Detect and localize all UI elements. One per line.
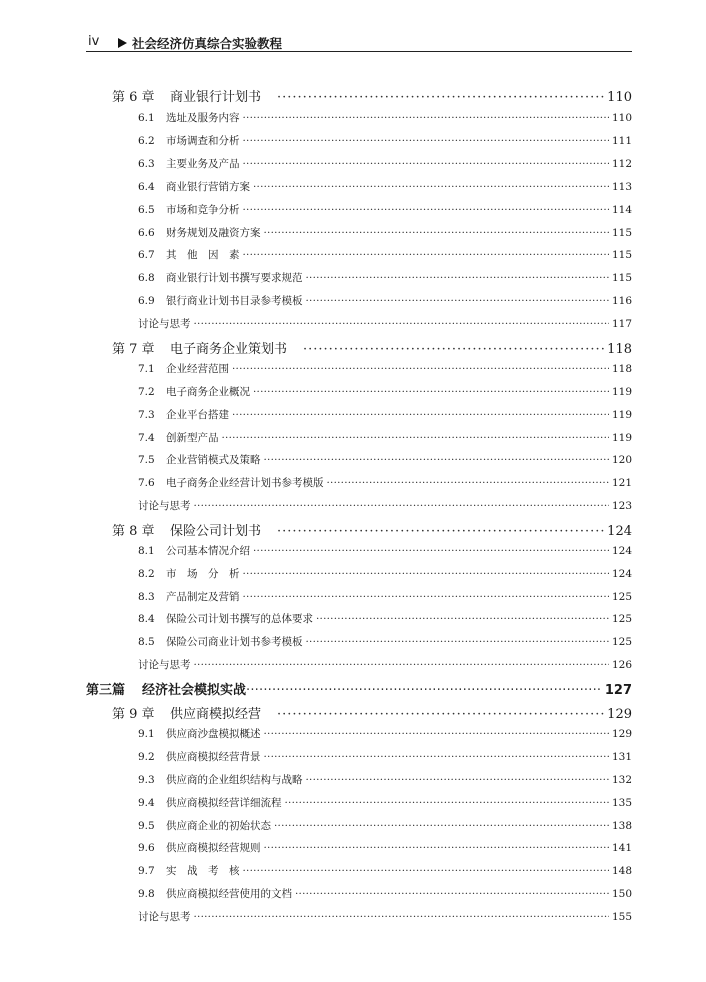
page-number: 113 (611, 181, 632, 193)
chapter-label: 第 8 章 (112, 524, 155, 539)
page-number: 155 (611, 911, 632, 923)
toc-entry-8-1[interactable] (138, 543, 632, 558)
section-number: 7.4 (138, 432, 155, 444)
toc-entry-9-6[interactable] (138, 840, 632, 855)
dot-leader (243, 591, 609, 603)
toc-entry-7-1[interactable] (138, 361, 632, 376)
dot-leader (327, 477, 609, 489)
dot-leader (316, 613, 609, 625)
dot-leader (246, 683, 602, 698)
toc-entry-6-9[interactable] (138, 293, 632, 308)
section-number: 8.3 (138, 591, 155, 603)
page-number: 115 (611, 227, 632, 239)
page-number: 132 (611, 774, 632, 786)
dot-leader (243, 204, 609, 216)
page-number: 138 (611, 820, 632, 832)
section-number: 9.1 (138, 728, 155, 740)
header-rule (86, 51, 632, 52)
toc-entry-9-2[interactable] (138, 749, 632, 764)
section-title: 保险公司商业计划书参考模板 (166, 636, 303, 648)
section-number: 6.2 (138, 135, 155, 147)
toc-entry-6-discussion[interactable] (138, 316, 632, 331)
toc-entry-8-4[interactable] (138, 611, 632, 626)
toc-entry-7-6[interactable] (138, 475, 632, 490)
page-number: 119 (611, 386, 632, 398)
section-number: 6.8 (138, 272, 155, 284)
section-title: 商业银行计划书撰写要求规范 (166, 272, 303, 284)
dot-leader (194, 500, 609, 512)
page-number: 114 (611, 204, 632, 216)
dot-leader (194, 911, 609, 923)
dot-leader (306, 272, 609, 284)
dot-leader (295, 888, 609, 900)
dot-leader (243, 865, 609, 877)
dot-leader (243, 249, 609, 261)
section-title: 财务规划及融资方案 (166, 227, 261, 239)
dot-leader (253, 386, 609, 398)
section-number: 9.5 (138, 820, 155, 832)
section-title: 讨论与思考 (138, 659, 191, 671)
section-number: 8.1 (138, 545, 155, 557)
toc-entry-6-7[interactable] (138, 247, 632, 262)
section-title: 供应商模拟经营使用的文档 (166, 888, 292, 900)
page-number: 131 (611, 751, 632, 763)
section-title: 银行商业计划书目录参考模板 (166, 295, 303, 307)
dot-leader (306, 295, 609, 307)
dot-leader (232, 363, 609, 375)
section-title: 电子商务企业经营计划书参考模版 (166, 477, 324, 489)
dot-leader (285, 797, 609, 809)
section-number: 7.5 (138, 454, 155, 466)
section-title: 创新型产品 (166, 432, 219, 444)
dot-leader (232, 409, 609, 421)
section-number: 9.3 (138, 774, 155, 786)
page-number: 120 (611, 454, 632, 466)
page-number: 111 (611, 135, 632, 147)
section-number: 7.2 (138, 386, 155, 398)
section-title: 公司基本情况介绍 (166, 545, 250, 557)
page-number: 124 (611, 568, 632, 580)
section-number: 9.8 (138, 888, 155, 900)
page-number: 110 (607, 90, 632, 105)
section-title: 市 场 分 析 (166, 568, 240, 580)
dot-leader (194, 659, 609, 671)
section-title: 产品制定及营销 (166, 591, 240, 603)
section-number: 7.1 (138, 363, 155, 375)
section-title: 保险公司计划书撰写的总体要求 (166, 613, 313, 625)
dot-leader (264, 751, 609, 763)
section-title: 实 战 考 核 (166, 865, 240, 877)
chapter-label: 第 7 章 (112, 342, 155, 357)
page-number: 119 (611, 409, 632, 421)
chapter-label: 第 9 章 (112, 707, 155, 722)
page-number: 126 (611, 659, 632, 671)
toc-entry-9-4[interactable] (138, 795, 632, 810)
toc-entry-7-3[interactable] (138, 407, 632, 422)
page-number: 125 (611, 591, 632, 603)
part-title: 经济社会模拟实战 (142, 683, 247, 698)
toc-entry-6-2[interactable] (138, 133, 632, 148)
section-number: 8.5 (138, 636, 155, 648)
page-number: 124 (607, 524, 632, 539)
chapter-title: 电子商务企业策划书 (170, 342, 288, 357)
toc-entry-6-5[interactable] (138, 202, 632, 217)
section-title: 企业经营范围 (166, 363, 229, 375)
section-title: 市场和竞争分析 (166, 204, 240, 216)
page-number: 115 (611, 272, 632, 284)
page-number: 125 (611, 613, 632, 625)
toc-entry-8-discussion[interactable] (138, 657, 632, 672)
section-number: 8.2 (138, 568, 155, 580)
section-number: 6.6 (138, 227, 155, 239)
page-number: 150 (611, 888, 632, 900)
dot-leader (253, 181, 609, 193)
page-number: 121 (611, 477, 632, 489)
toc-entry-8-5[interactable] (138, 634, 632, 649)
page-number: 118 (611, 363, 632, 375)
toc-chapter-6[interactable] (112, 86, 632, 104)
section-title: 选址及服务内容 (166, 112, 240, 124)
section-title: 讨论与思考 (138, 911, 191, 923)
section-number: 6.5 (138, 204, 155, 216)
dot-leader (303, 342, 604, 357)
dot-leader (253, 545, 609, 557)
section-title: 其 他 因 素 (166, 249, 240, 261)
toc-entry-8-2[interactable] (138, 566, 632, 581)
page-number: 116 (611, 295, 632, 307)
dot-leader (277, 524, 604, 539)
page-numeral: iv (88, 34, 100, 49)
section-title: 供应商企业的初始状态 (166, 820, 271, 832)
page-number: 119 (611, 432, 632, 444)
section-number: 6.1 (138, 112, 155, 124)
toc-entry-9-7[interactable] (138, 863, 632, 878)
section-title: 供应商模拟经营规则 (166, 842, 261, 854)
toc-entry-7-2[interactable] (138, 384, 632, 399)
page-number: 129 (611, 728, 632, 740)
section-number: 9.7 (138, 865, 155, 877)
section-number: 7.6 (138, 477, 155, 489)
page-number: 129 (607, 707, 632, 722)
dot-leader (274, 820, 609, 832)
toc-entry-9-discussion[interactable] (138, 909, 632, 924)
dot-leader (243, 568, 609, 580)
section-number: 7.3 (138, 409, 155, 421)
chapter-title: 保险公司计划书 (170, 524, 262, 539)
page-number: 110 (611, 112, 632, 124)
toc-entry-9-1[interactable] (138, 726, 632, 741)
section-title: 市场调查和分析 (166, 135, 240, 147)
page-number: 148 (611, 865, 632, 877)
chapter-title: 商业银行计划书 (170, 90, 262, 105)
part-label: 第三篇 (86, 683, 126, 698)
page-number: 135 (611, 797, 632, 809)
toc-entry-9-3[interactable] (138, 772, 632, 787)
section-title: 商业银行营销方案 (166, 181, 250, 193)
section-number: 9.4 (138, 797, 155, 809)
toc-entry-6-6[interactable] (138, 225, 632, 240)
book-title: 社会经济仿真综合实验教程 (132, 36, 283, 51)
page-number: 118 (607, 342, 632, 357)
section-title: 供应商模拟经营详细流程 (166, 797, 282, 809)
dot-leader (264, 842, 609, 854)
section-number: 6.4 (138, 181, 155, 193)
page-number: 141 (611, 842, 632, 854)
dot-leader (194, 318, 609, 330)
section-title: 供应商模拟经营背景 (166, 751, 261, 763)
triangle-marker-icon (118, 38, 127, 48)
dot-leader (243, 112, 609, 124)
section-number: 6.9 (138, 295, 155, 307)
chapter-label: 第 6 章 (112, 90, 155, 105)
section-number: 9.6 (138, 842, 155, 854)
page-number: 115 (611, 249, 632, 261)
toc-chapter-9[interactable] (112, 703, 632, 721)
section-title: 企业平台搭建 (166, 409, 229, 421)
page-number: 125 (611, 636, 632, 648)
section-title: 企业营销模式及策略 (166, 454, 261, 466)
dot-leader (222, 432, 609, 444)
toc-entry-6-8[interactable] (138, 270, 632, 285)
dot-leader (306, 774, 609, 786)
dot-leader (264, 728, 609, 740)
page-number: 117 (611, 318, 632, 330)
section-title: 电子商务企业概况 (166, 386, 250, 398)
chapter-title: 供应商模拟经营 (170, 707, 262, 722)
toc-entry-6-3[interactable] (138, 156, 632, 171)
page-number: 127 (604, 683, 632, 698)
page-number: 112 (611, 158, 632, 170)
section-number: 9.2 (138, 751, 155, 763)
section-number: 8.4 (138, 613, 155, 625)
toc-entry-7-4[interactable] (138, 430, 632, 445)
toc-chapter-7[interactable] (112, 338, 632, 356)
toc-entry-6-4[interactable] (138, 179, 632, 194)
page-number: 123 (611, 500, 632, 512)
section-title: 供应商沙盘模拟概述 (166, 728, 261, 740)
dot-leader (264, 227, 609, 239)
section-title: 讨论与思考 (138, 500, 191, 512)
section-number: 6.7 (138, 249, 155, 261)
toc-entry-7-discussion[interactable] (138, 498, 632, 513)
toc-chapter-8[interactable] (112, 520, 632, 538)
section-title: 主要业务及产品 (166, 158, 240, 170)
dot-leader (277, 90, 604, 105)
page-number: 124 (611, 545, 632, 557)
dot-leader (243, 135, 609, 147)
dot-leader (277, 707, 604, 722)
toc-entry-6-1[interactable] (138, 110, 632, 125)
toc-entry-9-8[interactable] (138, 886, 632, 901)
toc-entry-7-5[interactable] (138, 452, 632, 467)
toc-entry-9-5[interactable] (138, 818, 632, 833)
toc-part-3[interactable] (86, 679, 632, 697)
page-header (86, 30, 632, 52)
toc-entry-8-3[interactable] (138, 589, 632, 604)
dot-leader (264, 454, 609, 466)
dot-leader (306, 636, 609, 648)
dot-leader (243, 158, 609, 170)
section-title: 供应商的企业组织结构与战略 (166, 774, 303, 786)
section-number: 6.3 (138, 158, 155, 170)
section-title: 讨论与思考 (138, 318, 191, 330)
